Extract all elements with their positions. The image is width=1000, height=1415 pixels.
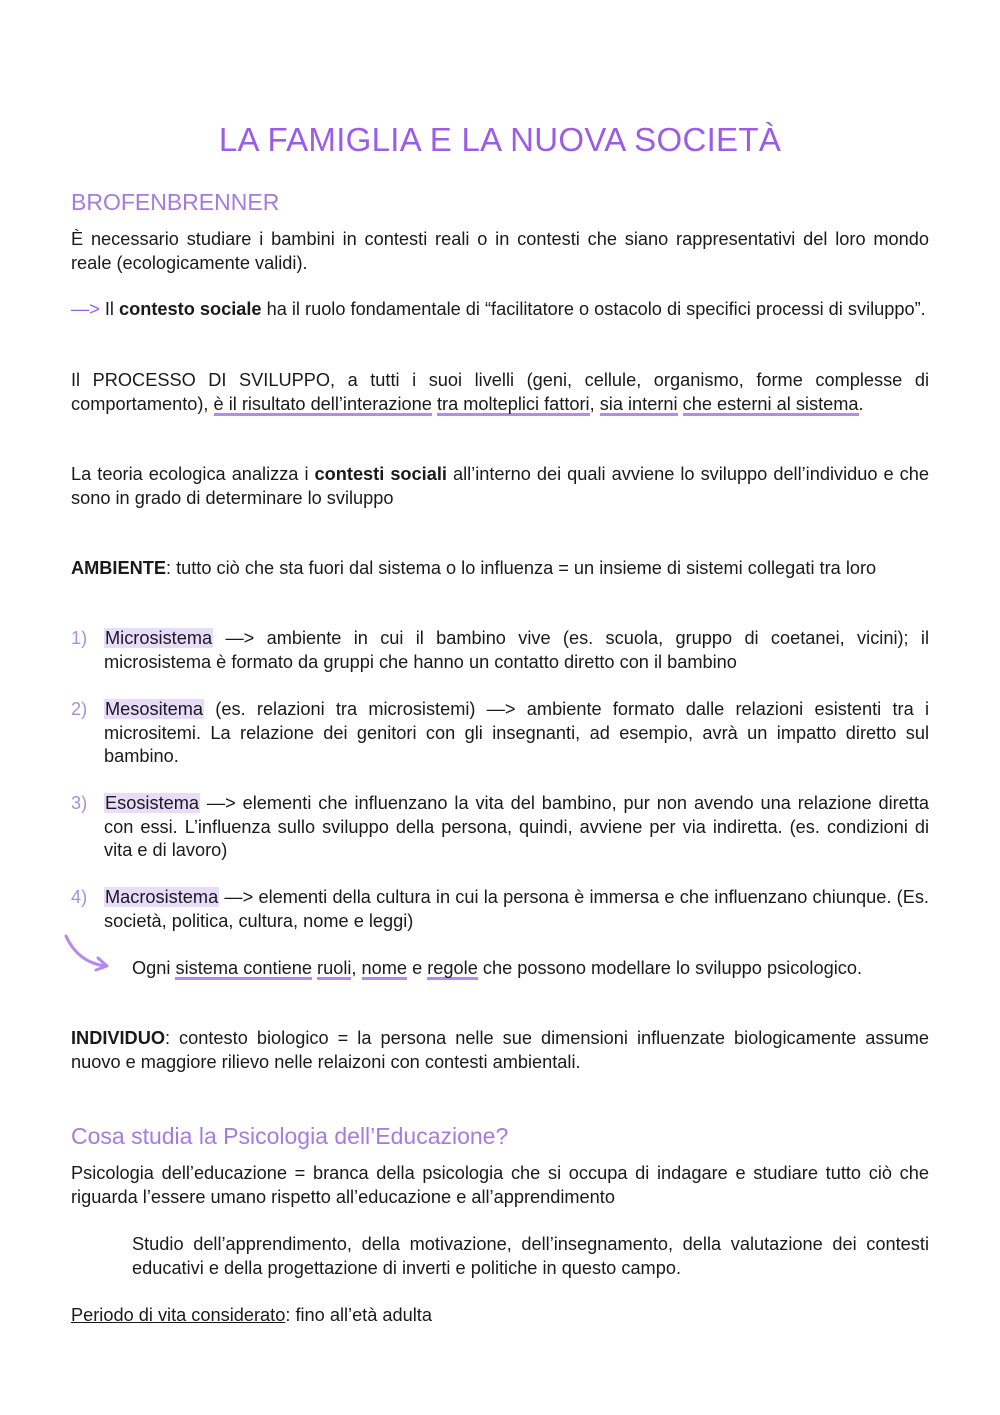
- text-run: : fino all’età adulta: [285, 1305, 432, 1325]
- highlight-underline: sia interni: [599, 393, 678, 414]
- paragraph-teoria-ecologica: [71, 463, 929, 510]
- underlined-label: Periodo di vita considerato: [71, 1305, 286, 1325]
- paragraph-contesto-sociale: [71, 298, 929, 322]
- highlight-underline: nome: [361, 958, 408, 978]
- highlighted-term: Mesositema: [105, 699, 204, 719]
- paragraph-studio: Studio dell’apprendimento, della motivazione, dell’insegnamento, della valutazione dei contesti educativi e della progettazione di inverti e politiche in questo campo.: [132, 1234, 929, 1278]
- text-run: Ogni: [132, 958, 176, 978]
- paragraph-processo-sviluppo: [71, 369, 929, 416]
- highlighted-term: Esosistema: [105, 793, 200, 813]
- paragraph-periodo: [71, 1304, 929, 1328]
- list-item: [71, 792, 929, 863]
- highlight-underline: sistema contiene: [175, 958, 312, 978]
- text-run: ,: [351, 958, 362, 978]
- arrow-symbol: —>: [71, 299, 100, 319]
- text-run: ha il ruolo fondamentale di “facilitatore o ostacolo di specifici processi di sviluppo”.: [261, 299, 926, 319]
- highlight-underline: regole: [427, 958, 478, 978]
- text-run: —> elementi della cultura in cui la persona è immersa e che influenzano chiunque. (Es. società, politica, cultura, nome e leggi): [104, 887, 929, 931]
- text-run: [678, 394, 683, 414]
- paragraph-ambiente: [71, 557, 929, 581]
- highlight-underline: che esterni al sistema: [682, 393, 859, 414]
- list-number: 4): [71, 887, 88, 907]
- paragraph-ogni-sistema: [132, 957, 929, 981]
- text-run: ,: [589, 393, 600, 414]
- heading-psicologia-educazione: Cosa studia la Psicologia dell’Educazione?: [71, 1123, 509, 1149]
- text-run: all’interno dei quali avviene lo sviluppo dell’individuo e che sono in grado di determinare lo sviluppo: [71, 464, 929, 508]
- bold-contesto-sociale: contesto sociale: [119, 299, 262, 319]
- bold-ambiente: AMBIENTE: [71, 558, 166, 578]
- text-run: che possono modellare lo sviluppo psicologico.: [477, 958, 862, 978]
- paragraph-definizione: Psicologia dell’educazione = branca della psicologia che si occupa di indagare e studiare tutto ciò che riguarda l’essere umano rispetto all’educazione e all’apprendimento: [71, 1163, 929, 1207]
- curved-arrow-icon: [60, 930, 120, 974]
- highlighted-term: Microsistema: [105, 628, 213, 648]
- text-run: Il: [99, 299, 120, 319]
- text-run: —> ambiente in cui il bambino vive (es. scuola, gruppo di coetanei, vicini); il microsistema è formato da gruppi che hanno un contatto diretto con il bambino: [104, 628, 929, 672]
- list-number: 2): [71, 699, 88, 719]
- list-number: 3): [71, 793, 88, 813]
- text-run: e: [407, 958, 428, 978]
- bold-contesti-sociali: contesti sociali: [314, 464, 447, 484]
- highlight-underline: tra molteplici fattori: [436, 393, 590, 414]
- paragraph-individuo: [71, 1027, 929, 1074]
- text-run: : contesto biologico = la persona nelle sue dimensioni influenzate biologicamente assume nuovo e maggiore rilievo nelle relaizoni con contesti ambientali.: [71, 1028, 929, 1072]
- text-run: .: [858, 393, 864, 414]
- text-run: (es. relazioni tra microsistemi) —> ambiente formato dalle relazioni esistenti tra i micrositemi. La relazione dei genitori con gli insegnanti, ad esempio, avrà un impatto diretto sul bambino.: [104, 699, 929, 766]
- list-number: 1): [71, 628, 88, 648]
- text-run: —> elementi che influenzano la vita del bambino, pur non avendo una relazione diretta con essi. L’influenza sullo sviluppo della persona, quindi, avviene per via indiretta. (es. condizioni di vita e di lavoro): [104, 793, 929, 860]
- highlight-underline: ruoli: [317, 958, 352, 978]
- text-run: La teoria ecologica analizza i: [71, 464, 315, 484]
- bold-individuo: INDIVIDUO: [71, 1028, 165, 1048]
- highlighted-term: Macrosistema: [105, 887, 219, 907]
- list-item: [71, 698, 929, 769]
- highlight-underline: è il risultato dell’interazione: [213, 393, 432, 414]
- text-run: Il PROCESSO DI SVILUPPO, a tutti i suoi livelli (geni, cellule, organismo, forme complesse di comportamento),: [71, 370, 929, 414]
- list-item: [71, 886, 929, 933]
- text-run: : tutto ciò che sta fuori dal sistema o lo influenza = un insieme di sistemi collegati tra loro: [165, 558, 877, 578]
- document-title: LA FAMIGLIA E LA NUOVA SOCIETÀ: [218, 121, 782, 158]
- paragraph-contesti-reali: È necessario studiare i bambini in contesti reali o in contesti che siano rappresentativi del loro mondo reale (ecologicamente validi).: [71, 229, 929, 273]
- heading-brofenbrenner: BROFENBRENNER: [71, 189, 280, 215]
- list-item: [71, 627, 929, 674]
